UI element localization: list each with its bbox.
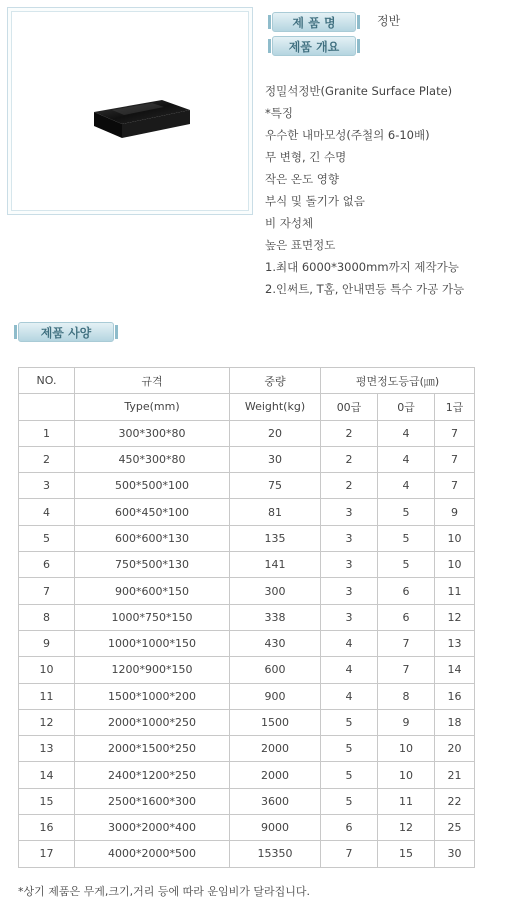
cell-no: 17 [19,841,75,867]
cell-type: 3000*2000*400 [75,815,230,841]
cell-type: 4000*2000*500 [75,841,230,867]
cell-weight: 2000 [230,762,321,788]
cell-grade-1: 7 [435,473,475,499]
cell-type: 600*450*100 [75,499,230,525]
cell-grade-0: 6 [378,604,435,630]
cell-grade-0: 12 [378,815,435,841]
cell-grade-1: 30 [435,841,475,867]
cell-grade-00: 2 [321,473,378,499]
description-line: 무 변형, 긴 수명 [265,150,347,164]
table-row [19,604,475,630]
cell-type: 750*500*130 [75,552,230,578]
cell-grade-00: 3 [321,604,378,630]
cell-no: 3 [19,473,75,499]
cell-no: 15 [19,788,75,814]
cell-grade-0: 5 [378,525,435,551]
description-line: *특징 [265,106,293,120]
cell-weight: 3600 [230,788,321,814]
header-flatness-grade: 평면정도등급(㎛) [321,368,475,394]
cell-no: 14 [19,762,75,788]
description-line: 1.최대 6000*3000mm까지 제작가능 [265,260,459,274]
description-line: 비 자성체 [265,216,314,230]
cell-weight: 135 [230,525,321,551]
cell-grade-0: 11 [378,788,435,814]
description-line: 정밀석정반(Granite Surface Plate) [265,84,453,98]
header-type: Type(mm) [75,394,230,420]
table-row [19,657,475,683]
cell-no: 13 [19,736,75,762]
cell-type: 1200*900*150 [75,657,230,683]
cell-type: 2000*1500*250 [75,736,230,762]
product-image-frame [7,7,253,215]
description-line: 2.인써트, T홈, 안내면등 특수 가공 가능 [265,282,465,296]
cell-grade-00: 3 [321,578,378,604]
cell-no: 7 [19,578,75,604]
header-empty [19,394,75,420]
table-row [19,788,475,814]
cell-grade-0: 5 [378,552,435,578]
cell-grade-1: 22 [435,788,475,814]
table-row [19,473,475,499]
cell-grade-0: 4 [378,446,435,472]
cell-no: 5 [19,525,75,551]
cell-grade-0: 5 [378,499,435,525]
cell-grade-00: 2 [321,420,378,446]
footnote: *상기 제품은 무게,크기,거리 등에 따라 운임비가 달라집니다. [18,885,310,898]
cell-no: 9 [19,630,75,656]
description-line: 작은 온도 영향 [265,172,339,186]
cell-grade-0: 4 [378,473,435,499]
cell-grade-1: 20 [435,736,475,762]
table-row [19,683,475,709]
cell-grade-00: 7 [321,841,378,867]
product-name-label: 제 품 명 [272,12,356,32]
table-row [19,499,475,525]
product-overview-label: 제품 개요 [272,36,356,56]
spec-table [18,367,475,868]
cell-weight: 20 [230,420,321,446]
description-line: 부식 및 돌기가 없음 [265,194,365,208]
cell-grade-0: 9 [378,709,435,735]
cell-grade-00: 3 [321,552,378,578]
cell-grade-1: 18 [435,709,475,735]
cell-grade-00: 3 [321,525,378,551]
table-row [19,552,475,578]
product-name-value: 정반 [377,14,401,28]
cell-weight: 430 [230,630,321,656]
table-subheader-row [19,394,475,420]
cell-type: 2500*1600*300 [75,788,230,814]
cell-type: 2000*1000*250 [75,709,230,735]
cell-grade-00: 6 [321,815,378,841]
table-row [19,762,475,788]
table-row [19,709,475,735]
cell-weight: 81 [230,499,321,525]
header-spec: 규격 [75,368,230,394]
cell-weight: 141 [230,552,321,578]
table-row [19,736,475,762]
cell-weight: 1500 [230,709,321,735]
cell-weight: 75 [230,473,321,499]
cell-grade-00: 5 [321,788,378,814]
cell-type: 900*600*150 [75,578,230,604]
cell-weight: 600 [230,657,321,683]
table-header-row [19,368,475,394]
cell-weight: 9000 [230,815,321,841]
cell-grade-0: 10 [378,762,435,788]
cell-type: 1000*750*150 [75,604,230,630]
cell-grade-1: 12 [435,604,475,630]
description-line: 높은 표면정도 [265,238,336,252]
cell-type: 300*300*80 [75,420,230,446]
cell-grade-0: 15 [378,841,435,867]
cell-grade-00: 2 [321,446,378,472]
cell-grade-1: 10 [435,552,475,578]
header-grade-00: 00급 [321,394,378,420]
cell-grade-1: 7 [435,446,475,472]
cell-grade-0: 6 [378,578,435,604]
cell-no: 10 [19,657,75,683]
cell-no: 16 [19,815,75,841]
cell-grade-0: 10 [378,736,435,762]
cell-grade-1: 14 [435,657,475,683]
cell-grade-00: 5 [321,762,378,788]
header-grade-0: 0급 [378,394,435,420]
description-line: 우수한 내마모성(주철의 6-10배) [265,128,430,142]
table-row [19,420,475,446]
cell-type: 600*600*130 [75,525,230,551]
cell-weight: 900 [230,683,321,709]
cell-grade-1: 21 [435,762,475,788]
cell-type: 1500*1000*200 [75,683,230,709]
cell-grade-00: 3 [321,499,378,525]
cell-grade-00: 4 [321,683,378,709]
header-weight-kg: Weight(kg) [230,394,321,420]
table-row [19,630,475,656]
cell-type: 500*500*100 [75,473,230,499]
cell-no: 12 [19,709,75,735]
cell-type: 2400*1200*250 [75,762,230,788]
cell-grade-1: 13 [435,630,475,656]
cell-grade-00: 5 [321,709,378,735]
cell-grade-1: 25 [435,815,475,841]
header-grade-1: 1급 [435,394,475,420]
table-row [19,578,475,604]
cell-grade-00: 4 [321,657,378,683]
cell-grade-1: 11 [435,578,475,604]
table-row [19,815,475,841]
cell-grade-1: 9 [435,499,475,525]
cell-weight: 15350 [230,841,321,867]
cell-grade-1: 7 [435,420,475,446]
cell-grade-0: 8 [378,683,435,709]
cell-grade-00: 4 [321,630,378,656]
granite-surface-plate-image [92,98,192,144]
cell-no: 11 [19,683,75,709]
cell-type: 1000*1000*150 [75,630,230,656]
header-no: NO. [19,368,75,394]
cell-type: 450*300*80 [75,446,230,472]
cell-grade-1: 10 [435,525,475,551]
cell-grade-0: 4 [378,420,435,446]
cell-weight: 338 [230,604,321,630]
cell-grade-0: 7 [378,657,435,683]
cell-weight: 2000 [230,736,321,762]
header-weight: 중량 [230,368,321,394]
table-row [19,446,475,472]
table-row [19,525,475,551]
cell-no: 2 [19,446,75,472]
cell-grade-1: 16 [435,683,475,709]
product-description [265,80,505,300]
cell-weight: 30 [230,446,321,472]
cell-no: 4 [19,499,75,525]
cell-grade-00: 5 [321,736,378,762]
spec-section-label: 제품 사양 [18,322,114,342]
table-row [19,841,475,867]
cell-no: 6 [19,552,75,578]
cell-no: 8 [19,604,75,630]
cell-no: 1 [19,420,75,446]
cell-grade-0: 7 [378,630,435,656]
cell-weight: 300 [230,578,321,604]
